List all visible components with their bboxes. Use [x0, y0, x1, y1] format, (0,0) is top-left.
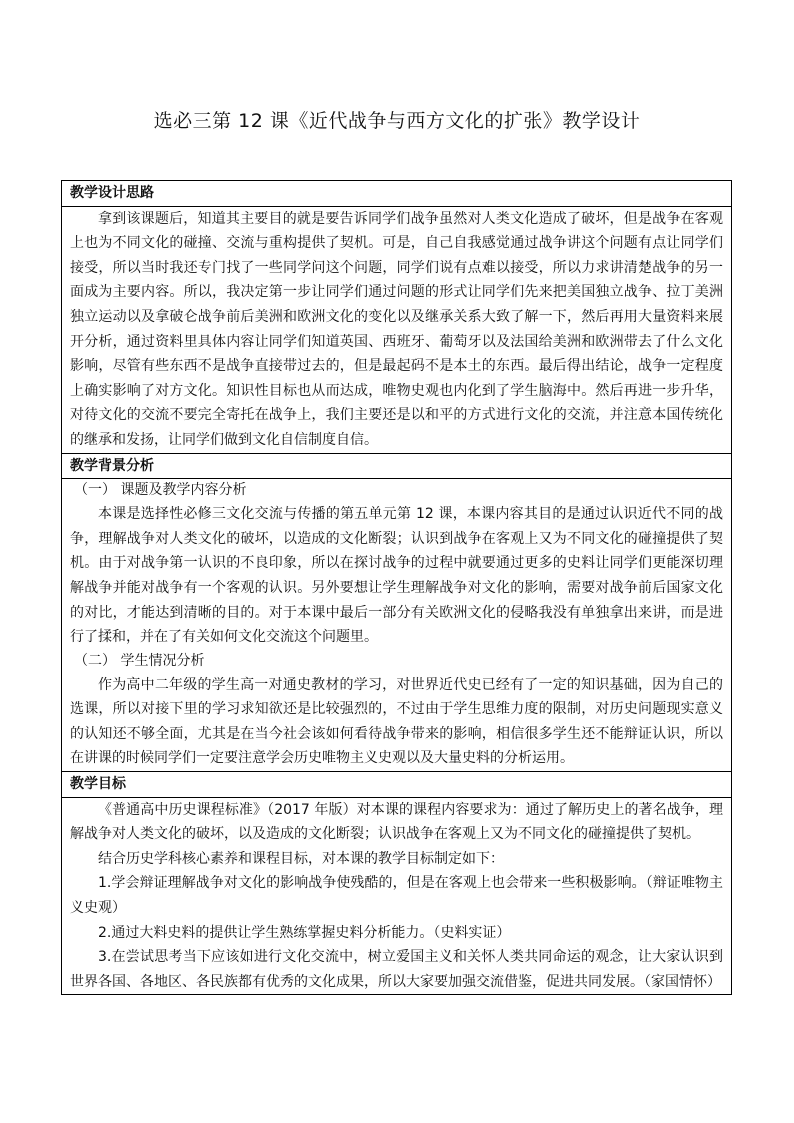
lesson-design-table [61, 180, 732, 995]
section-body-objectives [62, 797, 732, 995]
section-header-row [62, 453, 732, 479]
section-header-row [62, 181, 732, 207]
paragraph: 结合历史学科核心素养和课程目标，对本课的教学目标制定如下： [98, 850, 504, 867]
objective-item: 2.通过大料史料的提供让学生熟练掌握史料分析能力。（史料实证） [98, 924, 511, 941]
section-heading-background: 教学背景分析 [62, 453, 732, 479]
objective-item: 3.在尝试思考当下应该如进行文化交流中，树立爱国主义和关怀人类共同命运的观念，让大家认识到世界各国、各地区、各民族都有优秀的文化成果，所以大家要加强交流借鉴，促进共同发展。（家国情怀） [70, 949, 723, 990]
section-body-row [62, 479, 732, 772]
section-heading-objectives: 教学目标 [62, 772, 732, 798]
paragraph: 作为高中二年级的学生高一对通史教材的学习，对世界近代史已经有了一定的知识基础，因为自己的选课，所以对接下里的学习求知欲还是比较强烈的，不过由于学生思维力度的限制，对历史问题现实意义的认知还不够全面，尤其是在当今社会该如何看待战争带来的影响，相信很多学生还不能辩证认识，所以在讲课的时候同学们一定要注意学会历史唯物主义史观以及大量史料的分析运用。 [70, 676, 723, 767]
section-body-row [62, 206, 732, 453]
section-heading-design-thinking: 教学设计思路 [62, 181, 732, 207]
objective-item: 1.学会辩证理解战争对文化的影响战争使残酷的，但是在客观上也会带来一些积极影响。（辩证唯物主义史观） [70, 875, 723, 917]
paragraph: 本课是选择性必修三文化交流与传播的第五单元第 12 课，本课内容其目的是通过认识近代不同的战争，理解战争对人类文化的破坏，以造成的文化断裂；认识到战争在客观上又为不同文化的碰撞提供了契机。由于对战争第一认识的不良印象，所以在探讨战争的过程中就要通过更多的史料让同学们更能深切理解战争并能对战争有一个客观的认识。另外要想让学生理解战争对文化的影响，需要对战争前后国家文化的对比，才能达到清晰的目的。对于本课中最后一部分有关欧洲文化的侵略我没有单独拿出来讲，而是进行了揉和，并在了有关如何文化交流这个问题里。 [70, 506, 723, 646]
paragraph: 拿到该课题后，知道其主要目的就是要告诉同学们战争虽然对人类文化造成了破坏，但是战争在客观上也为不同文化的碰撞、交流与重构提供了契机。可是，自己自我感觉通过战争讲这个问题有点让同学们接受，所以当时我还专门找了一些同学问这个问题，同学们说有点难以接受，所以力求讲清楚战争的另一面成为主要内容。所以，我决定第一步让同学们通过问题的形式让同学们先来把美国独立战争、拉丁美洲独立运动以及拿破仑战争前后美洲和欧洲文化的变化以及继承关系大致了解一下，然后再用大量资料来展开分析，通过资料里具体内容让同学们知道英国、西班牙、葡萄牙以及法国给美洲和欧洲带去了什么文化影响，尽管有些东西不是战争直接带过去的，但是最起码不是本土的东西。最后得出结论，战争一定程度上确实影响了对方文化。知识性目标也从而达成，唯物史观也内化到了学生脑海中。然后再进一步升华，对待文化的交流不要完全寄托在战争上，我们主要还是以和平的方式进行文化的交流，并注意本国传统化的继承和发扬，让同学们做到文化自信制度自信。 [70, 210, 723, 448]
paragraph: 《普通高中历史课程标准》（2017 年版）对本课的课程内容要求为：通过了解历史上的著名战争，理解战争对人类文化的破坏，以及造成的文化断裂；认识战争在客观上又为不同文化的碰撞提供了契机。 [70, 801, 723, 843]
section-header-row [62, 772, 732, 798]
section-body-row [62, 797, 732, 995]
section-body-background [62, 479, 732, 772]
section-body-design-thinking [62, 206, 732, 453]
document-title: 选必三第 12 课《近代战争与西方文化的扩张》教学设计 [153, 110, 641, 132]
subheading-student-analysis: （二） 学生情况分析 [74, 652, 205, 669]
subheading-content-analysis: （一） 课题及教学内容分析 [74, 482, 247, 499]
